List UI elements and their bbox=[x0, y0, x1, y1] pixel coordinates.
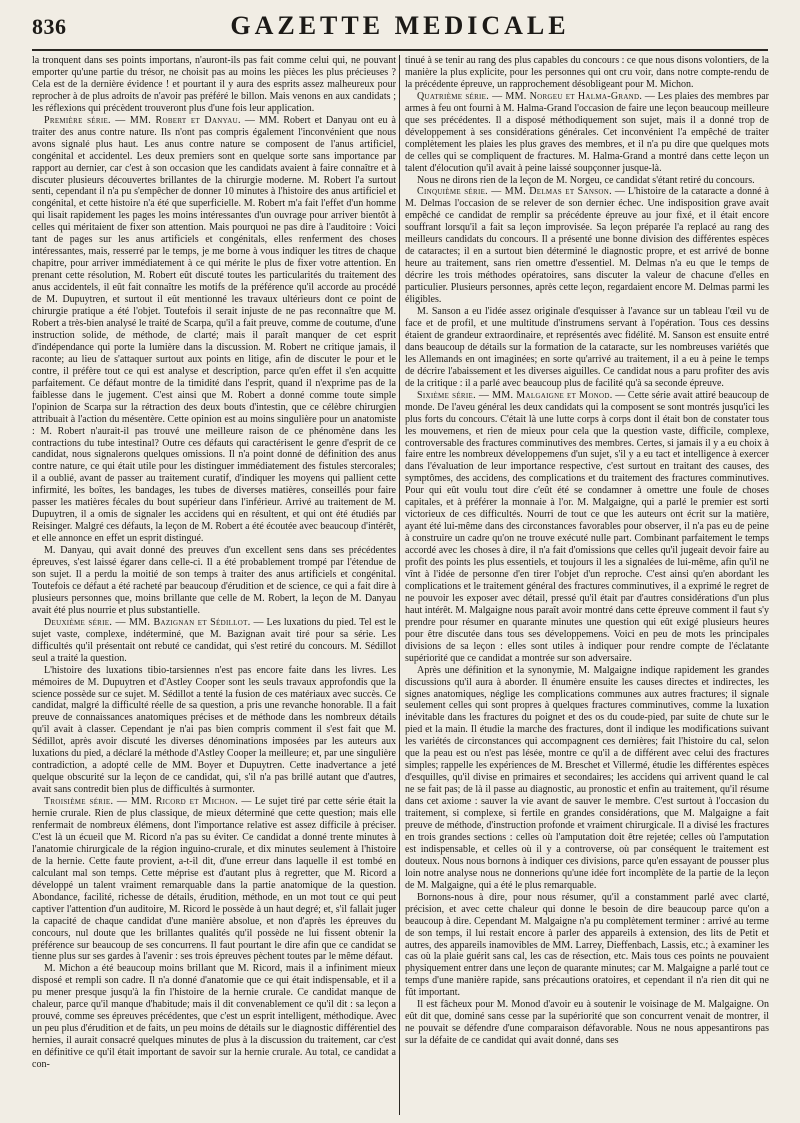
paragraph-text: — MM. Robert et Danyau ont eu à traiter des anus contre nature. Ils n'ont pas compris également l'inconvénient que nous avons signalé plus haut. Les anus contre nature se composent de l'anus artificiel, congénital et accidentel. Les deux premiers sont en quelque sorte sans importance par rapport au dernier, car c'est à son occasion que les candidats avaient à faire connaître et à discuter plusieurs découvertes brillantes de la chirurgie moderne. M. Robert l'a surtout senti, cependant il n'a pu s'empêcher de donner 10 minutes à l'histoire des anus artificiel et congénital, et cette histoire n'a été que superficielle. M. Robert m'a fait l'effet d'un homme qui lisait rapidement les pages les moins intéressantes d'un ouvrage pour arriver bientôt à celles qui méritaient de fixer son attention. Mais pourquoi ne pas dire à l'auditoire : Voici tant de pages sur les anus artificiels et congénitals, elles renferment des choses intéressantes, mais, resserré par le temps, je me borne à vous indiquer les titres de chaque chapitre, pour arriver immédiatement à ce qui mérite le plus de fixer votre attention. En prenant cette résolution, M. Robert eût discuté toutes les particularités du traitement des anus accidentels, il eût fait connaître les motifs de la préférence qu'il accorde au procédé de M. Dupuytren, et surtout il eût mentionné les travaux ultérieurs dont ce point de chirurgie pratique a été l'objet. Toutefois il serait injuste de ne pas reconnaître que M. Robert a très-bien analysé le traité de Scarpa, qu'il a fait preuve, comme de coutume, d'une instruction solide, de méthode, de clarté; mais il paraît manquer de cet esprit d'indépendance qui porte la lumière dans la discussion. M. Robert ne critique jamais, il raconte; au lieu de s'attaquer surtout aux points en litige, afin de discuter le pour et le contre, il préfère tout ce qui est analyse et description, parce qu'en effet il s'en acquitte parfaitement. Ce défaut montre de la timidité dans l'esprit, quand il n'exprime pas de la faiblesse dans le jugement. C'est ainsi que M. Robert a donné comme toute simple l'opinion de Scarpa sur la rétraction des deux bouts d'intestin, que ce célèbre chirurgien attribuait à l'action du mésentère. Cette opinion est au moins singulière pour un anatomiste : M. Robert n'aurait-il pas trouvé une meilleure raison de ce phénomène dans les contractions du tube intestinal? Outre ces défauts qui caractérisent le genre d'esprit de ce candidat, nous signalerons quelques omissions. Il n'a point donné de définition des anus contre nature, ce qui était utile pour les distinguer immédiatement des fistules stercorales; il a oublié, avant de passer au traitement curatif, d'indiquer les moyens qui pallient cette infirmité, les boîtes, les bandages, les tubes de diverses matières, conseillés pour faire passer les matières fécales du bout supérieur dans l'inférieur. Arrivé au traitement de M. Dupuytren, il a omis de signaler les accidens qui en résultent, et qui ont été étudiés par Reisinger. Malgré ces défauts, la leçon de M. Robert a été écoutée avec beaucoup d'intérêt, et elle annonce en effet un esprit distingué. bbox=[32, 114, 396, 545]
candidate-names: — MM. Bazignan et Sédillot. bbox=[112, 616, 251, 628]
page-header bbox=[32, 8, 768, 52]
candidate-names: — MM. Norgeu et Halma-Grand. bbox=[489, 90, 643, 102]
continued-paragraph: la tronquent dans ses points importans, n'auront-ils pas fait comme celui qui, ne pouvant emporter qu'une partie du trésor, ne choisit pas au moins les pièces les plus précieuses ? Cela est de la dernière évidence ! et pourtant il y aura des esprits assez malheureux pour reprocher à de plus adroits de n'avoir pas préféré le billon. Mais venons en aux candidats ; les réflexions qui précèdent trouveront plus d'une fois leur application. bbox=[32, 55, 396, 114]
series-paragraph bbox=[32, 796, 396, 963]
series-label: Quatrième série. bbox=[417, 90, 490, 102]
body-paragraph: M. Danyau, qui avait donné des preuves d'un excellent sens dans ses précédentes épreuves, s'est laissé égarer dans celle-ci. Il a été probablement trompé par l'étendue de son sujet. Il a perdu la moitié de son temps à traiter des anus artificiels et congénital. Toutefois ce défaut a été racheté par beaucoup d'érudition et de science, ce qui a fait dire à plusieurs personnes que, moins brillante que celle de M. Robert, la leçon de M. Danyau avait été plus nourrie et plus substantielle. bbox=[32, 545, 396, 616]
body-paragraph: Après une définition et la synonymie, M. Malgaigne indique rapidement les grandes discussions qu'il aura à aborder. Il énumère ensuite les causes directes et indirectes, les signes anatomiques, néglige les complications communes aux autres fractures; il signale seulement celles qui sont propres à quelques fractures comminutives, comme la luxation inévitable dans les fractures du poignet et des os du coude-pied, par suite de chute sur le pied et la main. Il étudie la marche des fractures, dont il indique les modifications suivant les variétés de circonstances qui accompagnent ces dernières; fait l'histoire du cal, selon que la peau est ou n'est pas lésée, montre ce qu'il a de différent avec celui des fractures simples; rappelle les expériences de M. Breschet et Villermé, étudie les différentes espèces d'esquilles, qu'il divise en primaires et secondaires; les accidens qui arrivent quand le cal ne se fait pas; de là il passe au diagnostic, au pronostic et enfin au traitement, qu'il résume dans cet axiome : sauver la vie avant de sauver le membre. C'est surtout à l'occasion du traitement, si complexe, si fertile en grandes considérations, que M. Malgaigne a fait preuve de méthode, d'instruction profonde et vraiment chirurgicale. Il a divisé les fractures en trois grandes sections : celles où l'amputation doit être rejetée; celles où l'amputation est indispensable, et celles où il y a controverse, où par conséquent le traitement est douteux. Nous nous bornons à indiquer ces divisions, parce qu'en essayant de pousser plus loin notre analyse nous ne donnerions qu'une idée fort incomplète de la partie de la leçon de M. Malgaigne, qui a été le plus remarquable. bbox=[405, 664, 769, 891]
paragraph-text: — Le sujet tiré par cette série était la hernie crurale. Rien de plus classique, de mieux déterminé que cette question; mais elle renfermait de nombreux élémens, dont l'importance relative est assez difficile à préciser. C'est là un écueil que M. Ricord n'a pas su éviter. Ce candidat a donné trente minutes à l'anatomie chirurgicale de la région inguino-crurale, et dix minutes seulement à l'histoire de la hernie. Cette faute provient, a-t-il dit, d'une erreur dans laquelle il est tombé en calculant mal son temps. Cette méprise est d'autant plus à regretter, que M. Ricord a développé un talent vraiment remarquable dans la partie anatomique de la question. Abondance, facilité, richesse de détails, érudition, méthode, en un mot tout ce qui peut captiver l'attention d'un auditoire, M. Ricord le possède à un haut degré; et, s'il fallait juger la capacité de chaque candidat d'une manière absolue, et non d'après les épreuves du concours, nul doute que les brillantes qualités qu'il possède ne lui fissent obtenir la préférence sur beaucoup de ses concurrens. Il faut pourtant le dire afin que ce candidat se tienne plus sur ses gardes à l'avenir : ses trois épreuves pèchent toutes par le même défaut. bbox=[32, 796, 396, 963]
body-paragraph: Bornons-nous à dire, pour nous résumer, qu'il a constamment parlé avec clarté, précision, et avec cette chaleur qui donne le besoin de dire beaucoup parce qu'on a beaucoup à dire. Cependant M. Malgaigne n'a pu complètement terminer : arrivé au terme de son temps, il lui restait encore à parler des appareils à extension, des lits de Petit et autres, des appareils inamovibles de MM. Larrey, Dieffenbach, Lassis, etc.; à examiner les cas où la plaie guérit sans cal, les cas de résection, etc. Mais tous ces points ne pouvaient physiquement entrer dans une leçon de quarante minutes; car M. Malgaigne a parlé tout ce temps d'une manière rapide, sans précautions oratoires, et cependant il n'a rien dit qui ne fût important. bbox=[405, 891, 769, 999]
body-paragraph: L'histoire des luxations tibio-tarsiennes n'est pas encore faite dans les livres. Les mémoires de M. Dupuytren et d'Astley Cooper sont les seuls travaux approfondis que la science possède sur ce sujet. M. Sédillot a tenté la fusion de ces matériaux avec succès. Ce candidat, malgré la difficulté réelle de sa question, a pris une revanche honorable. Il a fait preuve de connaissances anatomiques précises et de méthode dans les nombreux détails qu'il avait à classer. Cependant je n'ai pas bien compris comment il s'est fait que M. Sédillot, après avoir discuté les diverses dénominations imposées par les auteurs aux luxations du pied, a déclaré la méthode d'Astley Cooper la meilleure; et, par une singulière contradiction, a adopté celle de MM. Boyer et Dupuytren. Cette inadvertance a jeté quelque obscurité sur la leçon de ce candidat, qui, s'il n'a pas brillé autant que d'autres, avait sans contredit bien plus de difficultés à surmonter. bbox=[32, 664, 396, 796]
series-paragraph bbox=[32, 115, 396, 545]
series-paragraph bbox=[405, 91, 769, 175]
column-divider bbox=[399, 55, 400, 1115]
candidate-names: — MM. Delmas et Sanson. bbox=[487, 186, 612, 198]
paragraph-text: — L'histoire de la cataracte a donné à M. Delmas l'occasion de se relever de son dernier échec. Une indisposition grave avait empêché ce candidat de remplir sa précédente épreuve au jour fixé, et il était encore souffrant lorsqu'il a fait sa leçon improvisée. Sa leçon préparée l'a replacé au rang des meilleurs candidats du concours. Il a présenté une bonne division des différentes espèces de cataractes; il en a surtout bien déterminé le diagnostic propre, et est arrivé de bonne heure au traitement, sans rien omettre d'essentiel. M. Delmas n'a eu que le temps de décrire les trois méthodes opératoires, sans discuter la valeur de chacune d'elles en particulier. Plusieurs personnes, après cette leçon, regardaient encore M. Delmas parmi les éligibles. bbox=[405, 186, 769, 306]
series-label: Cinquième série. bbox=[417, 186, 488, 198]
page-number: 836 bbox=[32, 14, 67, 39]
series-paragraph bbox=[32, 617, 396, 665]
series-paragraph bbox=[405, 186, 769, 306]
series-label: Sixième série. bbox=[417, 389, 476, 401]
series-label: Deuxième série. bbox=[44, 616, 113, 628]
body-paragraph: Il est fâcheux pour M. Monod d'avoir eu à soutenir le voisinage de M. Malgaigne. On eût dit que, dominé sans cesse par la supériorité que son concurrent venait de montrer, il ne pouvait se défendre d'une comparaison défavorable. Nous ne nous appesantirons pas sur la défaite de ce candidat qui avait donné, dans ses bbox=[405, 999, 769, 1047]
body-paragraph: M. Michon a été beaucoup moins brillant que M. Ricord, mais il a infiniment mieux disposé et rempli son cadre. Il n'a donné d'anatomie que ce qui était indispensable, et il a pu mener presque jusqu'à la fin l'histoire de la hernie crurale. Ce candidat manque de chaleur, parce qu'il manque d'habitude; mais il dit convenablement ce qu'il dit : sa leçon a prouvé, comme ses épreuves précédentes, que c'est un esprit intelligent, méthodique. Avec un peu plus d'érudition et de faits, un peu moins de détails sur le diagnostic différentiel des hernies, il aurait consacré quelques minutes de plus à la discussion du traitement, car c'est en définitive ce qu'il était important de savoir sur la hernie crurale. Au total, ce candidat a con- bbox=[32, 963, 396, 1071]
paragraph-text: — Cette série avait attiré beaucoup de monde. De l'aveu général les deux candidats qui la composent se sont montrés jusqu'ici les plus forts du concours. C'était là une lutte corps à corps dont il était bon de constater tous les mouvemens, et rien de mieux pour cela que la question vaste, difficile, complexe, controversable des fractures comminutives des membres. Certes, si jamais il y a eu choix à faire entre les nombreux développemens d'un sujet, s'il y a eu tact et intelligence à exercer dans l'évaluation de leur importance respective, c'est surtout en traitant des causes, des symptômes, des accidens, des complications et du traitement des fractures comminutives. Pour qui eût voulu tout dire c'eût été se condamner à omettre une foule de choses capitales, et à préférer la monnaie à l'or. M. Malgaigne, qui a parlé le premier est sorti victorieux de ces difficultés. Nourri de tout ce que les auteurs ont écrit sur la matière, ayant été lui-même dans des circonstances favorables pour observer, il n'a pas eu de peine à construire un cadre qu'on ne trouve exécuté nulle part. Combinant parfaitement le temps accordé avec les choses à dire, il n'a fait d'omissions que celles qu'il jugeait devoir faire au profit des points les plus essentiels, et toujours il les a signalées de lui-même, afin qu'il ne vînt à l'idée de personne d'en tirer l'objet d'un reproche. C'est ainsi qu'en abordant les complications et le traitement général des fractures comminutives, il a exprimé le regret de ne pouvoir les exposer avec détail, pressé qu'il était par d'autres considérations d'un plus haut intérêt. M. Malgaigne nous paraît avoir montré dans cette épreuve comment il faut s'y prendre pour résumer en quarante minutes une question qui eût exigé plusieurs heures pour être discutée dans tous ses développemens. Voici en peu de mots les principales divisions de sa leçon : elles sont utiles à indiquer pour rendre compte de l'éclatante supériorité que ce candidat a montrée sur son adversaire. bbox=[405, 389, 769, 664]
series-label: Première série. bbox=[44, 114, 111, 126]
candidate-names: — MM. Ricord et Michon. bbox=[113, 796, 239, 808]
journal-title: GAZETTE MEDICALE bbox=[230, 11, 570, 40]
continued-paragraph: tinué à se tenir au rang des plus capables du concours : ce que nous disons volontiers, de la manière la plus explicite, pour les personnes qui ont cru voir, dans notre compte-rendu de la précédente épreuve, un rapprochement désobligeant pour M. Michon. bbox=[405, 55, 769, 90]
paragraph-text: — Les luxations du pied. Tel est le sujet vaste, complexe, indéterminé, que M. Bazignan avait tiré pour sa série. Les difficultés qu'il présentait ont rebuté ce candidat, qui s'est retiré du concours. M. Sédillot seul a traité la question. bbox=[32, 616, 396, 664]
candidate-names: — MM. Malgaigne et Monod. bbox=[475, 389, 613, 401]
candidate-names: — MM. Robert et Danyau. bbox=[110, 114, 241, 126]
series-paragraph bbox=[405, 390, 769, 665]
left-column bbox=[32, 55, 396, 1115]
series-label: Troisième série. bbox=[44, 796, 114, 808]
header-rule bbox=[32, 49, 768, 51]
right-column bbox=[405, 55, 769, 1115]
paragraph-text: — Les plaies des membres par armes à feu ont fourni à M. Halma-Grand l'occasion de faire une leçon beaucoup meilleure que ses précédentes. Il a disposé méthodiquement son sujet, mais il a donné trop de développement à ses considérations générales. Cet inconvénient l'a empêché de traiter complètement les plaies les plus graves des membres, et il n'a pu dire que quelques mots de celles qui se compliquent de fractures. M. Halma-Grand a montré dans cette leçon un talent d'élocution qu'il avait à peine laissé soupçonner jusque-là. bbox=[405, 90, 769, 174]
body-paragraph: Nous ne dirons rien de la leçon de M. Norgeu, ce candidat s'étant retiré du concours. bbox=[417, 174, 755, 186]
body-paragraph: M. Sanson a eu l'idée assez originale d'esquisser à l'avance sur un tableau l'œil vu de face et de profil, et une multitude d'instrumens servant à l'opération. Tous ces dessins étaient de grandeur extraordinaire, et représentés avec fidélité. M. Sanson est ensuite entré dans beaucoup de détails sur la formation de la cataracte, sur les nombreuses variétés que les Allemands en ont imaginées; en sorte qu'arrivé au traitement, il a eu à peine le temps de décrire l'abaissement et les diverses aiguilles. Ce candidat nous a paru profiter des avis de la critique : il a parlé avec beaucoup plus de facilité qu'à sa seconde épreuve. bbox=[405, 306, 769, 389]
